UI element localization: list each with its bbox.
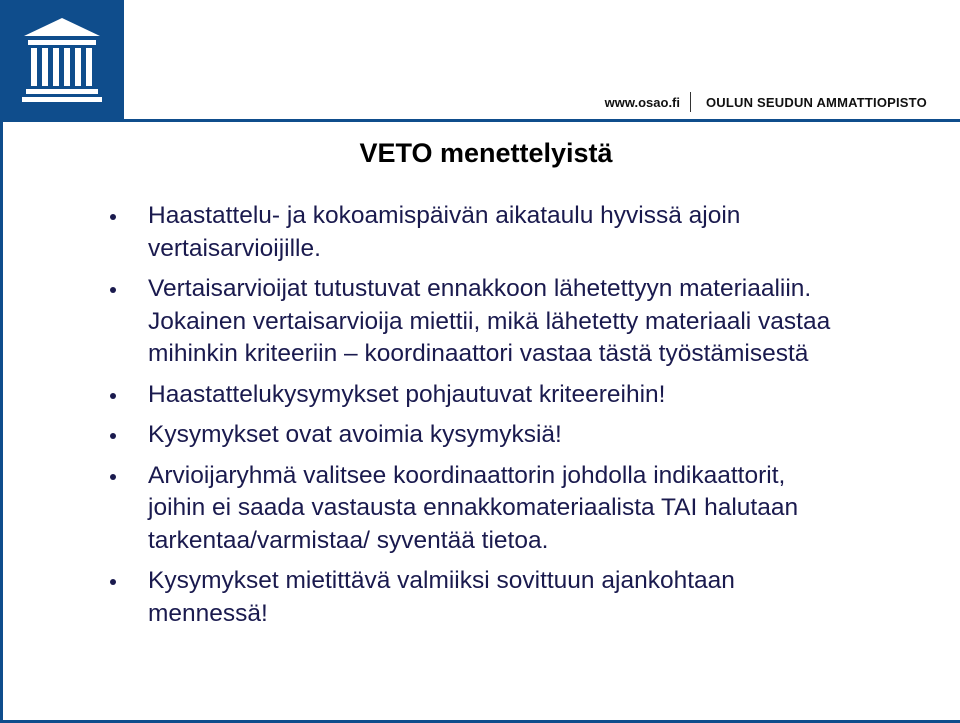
bullet-text: Vertaisarvioijat tutustuvat ennakkoon lähetettyyn materiaaliin. Jokainen vertaisarvioija miettii, mikä lähetetty materiaali vastaa mihinkin kriteeriin – koordinaattori vastaa tästä työstämisestä xyxy=(148,275,831,367)
bullet-item xyxy=(105,379,845,412)
building-columns-icon xyxy=(0,0,124,122)
bullet-icon xyxy=(110,214,116,220)
bullet-text: Arvioijaryhmä valitsee koordinaattorin johdolla indikaattorit, joihin ei saada vastausta ennakkomateriaalista TAI halutaan tarkentaa/varmistaa/ syventää tietoa. xyxy=(148,461,799,554)
bullet-item xyxy=(105,419,845,452)
bullet-icon xyxy=(110,433,116,439)
bullet-item xyxy=(105,273,845,371)
organization-logo xyxy=(0,0,124,122)
organization-name: OULUN SEUDUN AMMATTIOPISTO xyxy=(706,95,927,110)
bullet-text: Haastattelukysymykset pohjautuvat kriteereihin! xyxy=(148,380,666,408)
header-divider xyxy=(124,119,960,122)
bullet-text: Haastattelu- ja kokoamispäivän aikataulu hyvissä ajoin vertaisarvioijille. xyxy=(148,202,741,262)
bullet-item xyxy=(105,460,845,558)
bullet-list xyxy=(105,200,845,638)
header-separator xyxy=(690,92,691,112)
slide-title: VETO menettelyistä xyxy=(359,138,613,168)
bullet-text: Kysymykset mietittävä valmiiksi sovittuun ajankohtaan mennessä! xyxy=(148,567,735,627)
bullet-item xyxy=(105,200,845,265)
bullet-icon xyxy=(110,579,116,585)
bullet-text: Kysymykset ovat avoimia kysymyksiä! xyxy=(148,421,562,448)
bullet-icon xyxy=(110,393,116,399)
bullet-icon xyxy=(110,287,116,293)
left-border xyxy=(0,122,3,723)
bullet-icon xyxy=(110,474,116,480)
website-link[interactable]: www.osao.fi xyxy=(604,95,680,110)
bullet-item xyxy=(105,565,845,630)
